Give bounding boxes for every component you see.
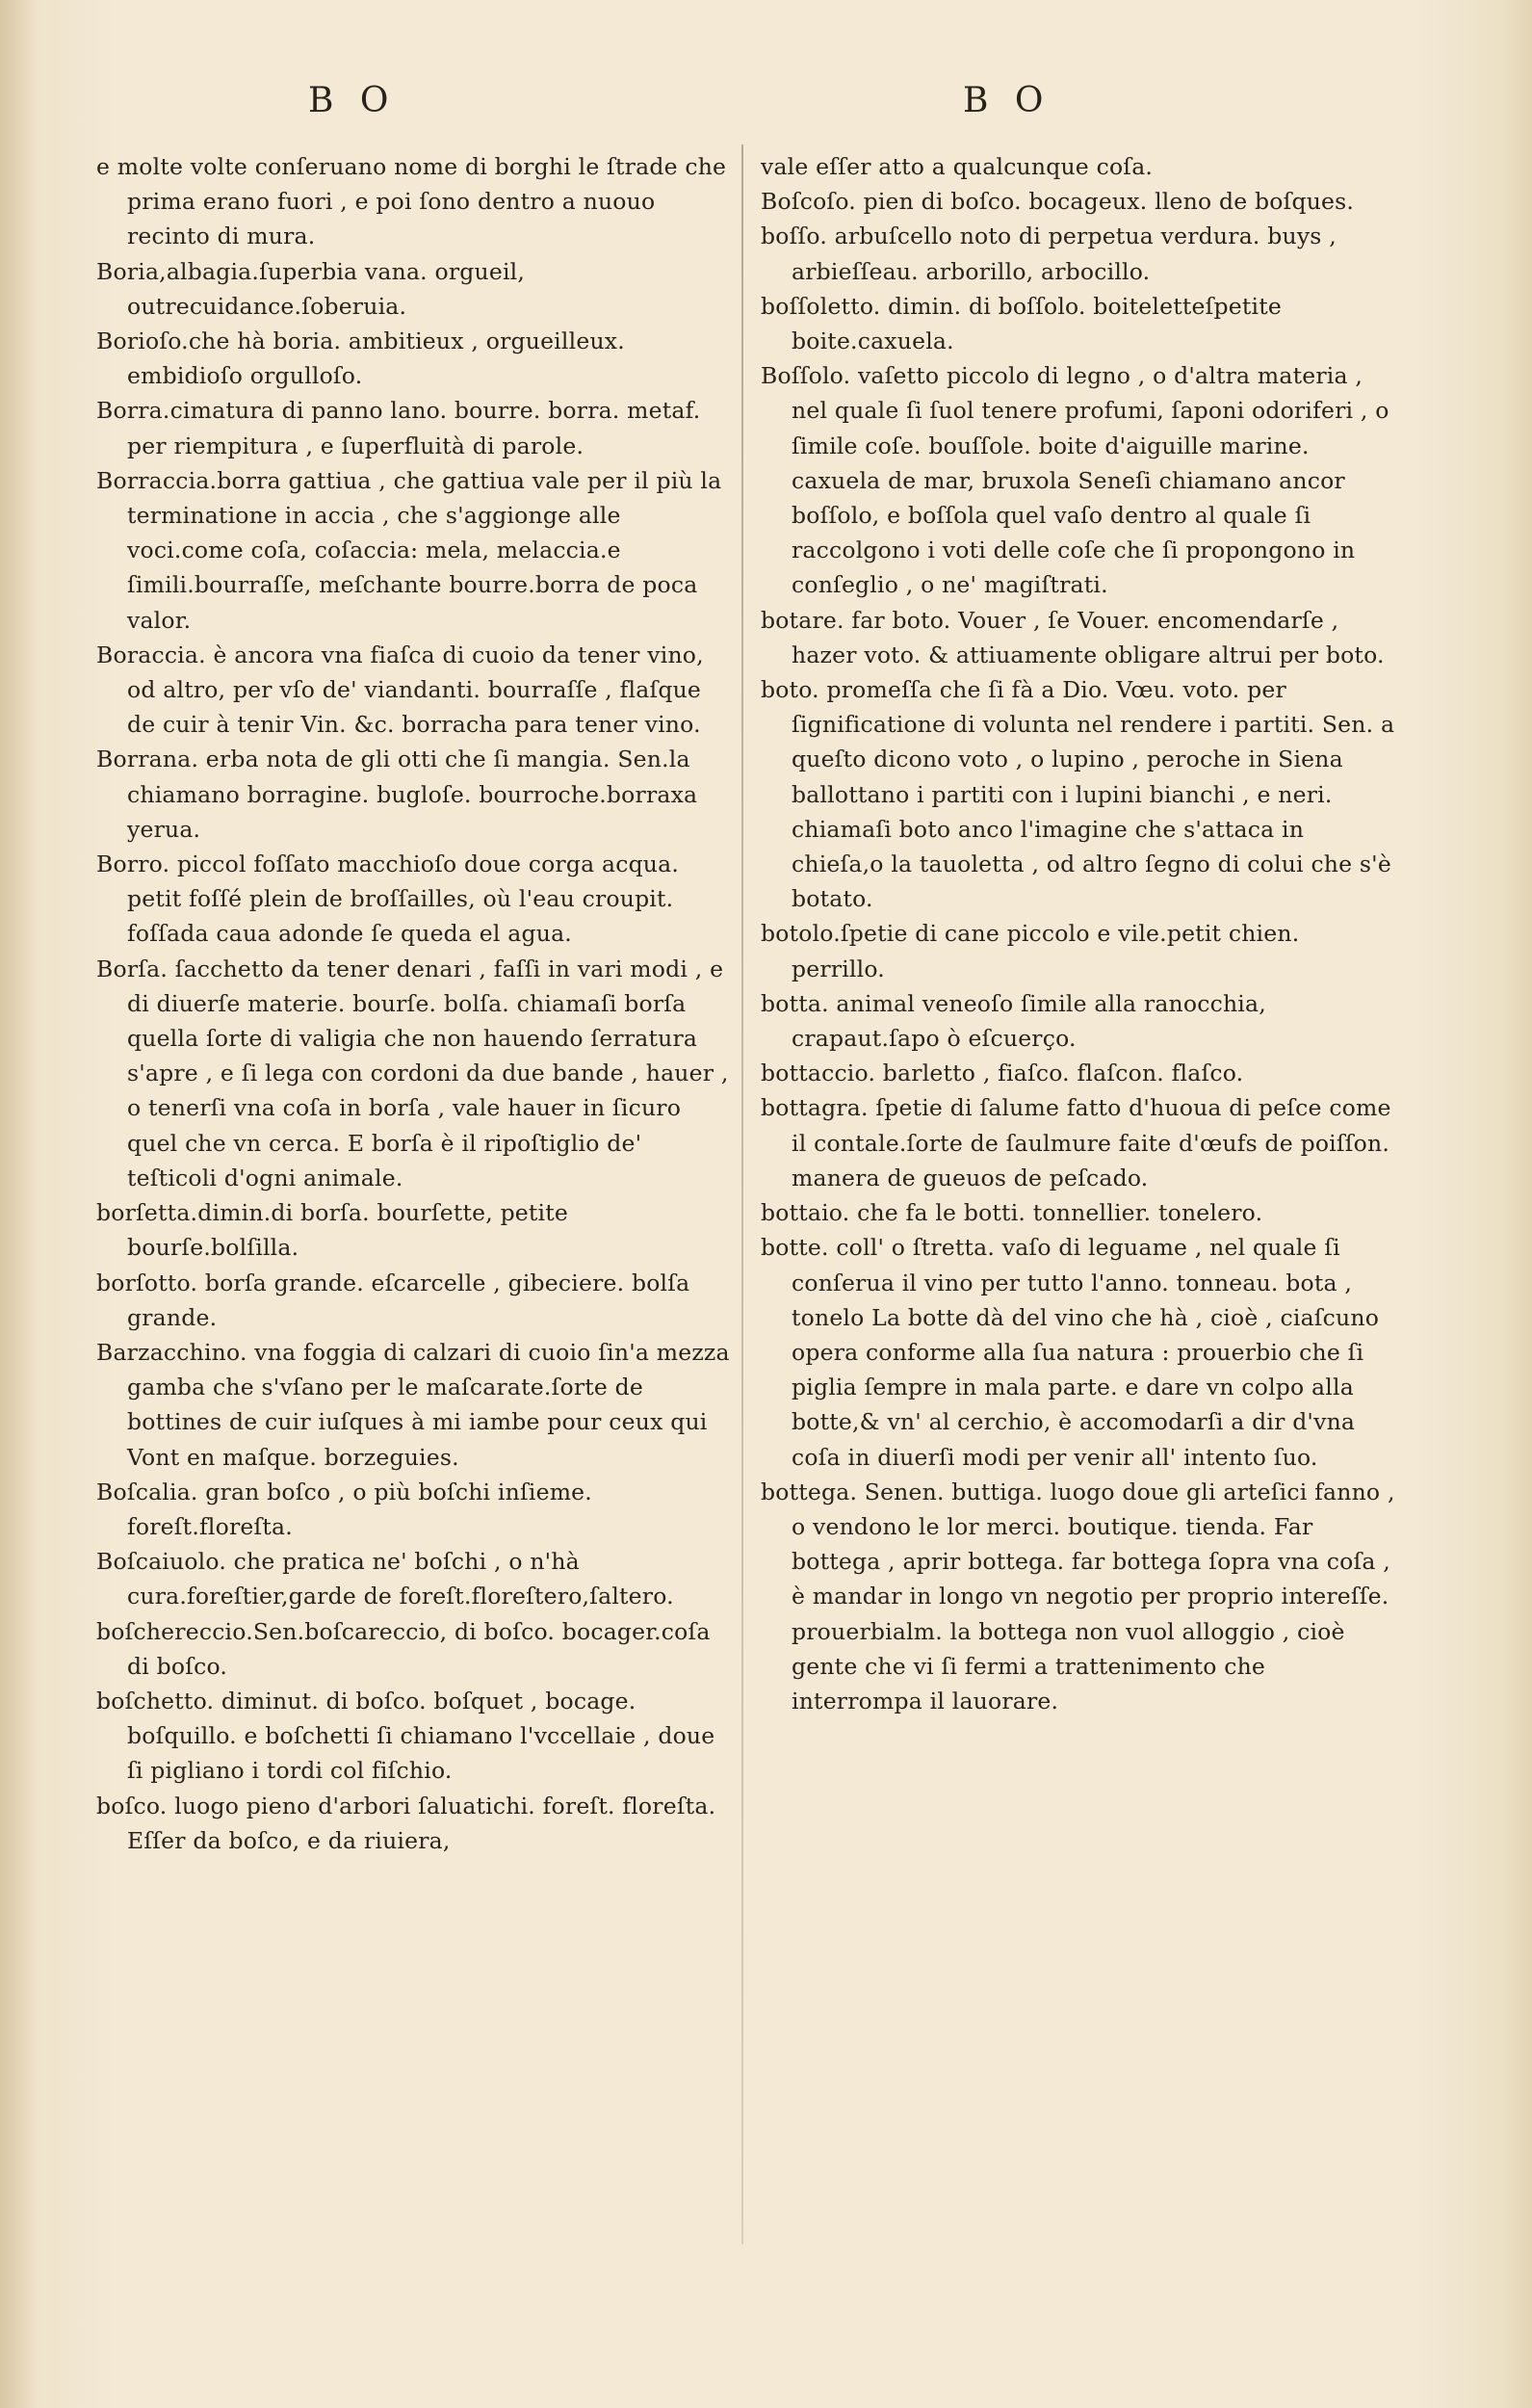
dictionary-entry: Borſa. ſacchetto da tener denari , faſſi in vari modi , e di diuerſe materie. bourſe. bolſa. chiamaſi borſa quella ſorte di valigia che non hauendo ſerratura s'apre , e ſi lega con cordoni da due bande , hauer , o tenerſi vna coſa in borſa , vale hauer in ſicuro quel che vn cerca. E borſa è il ripoſtiglio de' teſticoli d'ogni animale. [96,955,729,1191]
dictionary-entry: Barzacchino. vna foggia di calzari di cuoio ſin'a mezza gamba che s'vſano per le maſcarate.ſorte de bottines de cuir iuſques à mi iambe pour ceux qui Vont en maſque. borzeguies. [96,1338,730,1471]
dictionary-entry: boſchereccio.Sen.boſcareccio, di boſco. bocager.coſa di boſco. [96,1617,711,1680]
dictionary-entry: Boria,albagia.ſuperbia vana. orgueil, outrecuidance.ſoberuia. [96,257,526,320]
dictionary-entry: Borra.cimatura di panno lano. bourre. borra. metaf. per riempitura , e ſuperfluità di parole. [96,397,701,459]
right-entry-list [761,149,1396,1718]
dictionary-entry: boſſo. arbuſcello noto di perpetua verdura. buys , arbieſſeau. arborillo, arbocillo. [761,222,1337,285]
dictionary-entry: botte. coll' o ſtretta. vaſo di leguame , nel quale ſi conſerua il vino per tutto l'anno. tonneau. bota , tonelo La botte dà del vino che hà , cioè , ciaſcuno opera conforme alla ſua natura : prouerbio che ſi piglia ſempre in mala parte. e dare vn colpo alla botte,& vn' al cerchio, è accomodarſi a dir d'vna coſa in diuerſi modi per venir all' intento ſuo. [761,1234,1380,1471]
dictionary-entry: vale eſſer atto a qualcunque coſa. [761,153,1154,180]
dictionary-entry: botolo.ſpetie di cane piccolo e vile.petit chien. perrillo. [761,920,1300,982]
dictionary-entry: botare. far boto. Vouer , ſe Vouer. encomendarſe , hazer voto. & attiuamente obligare altrui per boto. [761,606,1385,668]
left-running-header: B O [308,81,397,120]
dictionary-entry: boſchetto. diminut. di boſco. boſquet , bocage. boſquillo. e boſchetti ſi chiamano l'vccellaie , doue ſi pigliano i tordi col fiſchio. [96,1687,715,1785]
dictionary-entry: bottaccio. barletto , fiaſco. flaſcon. flaſco. [761,1060,1244,1087]
left-column [96,72,732,1858]
dictionary-entry: borſetta.dimin.di borſa. bourſette, petite bourſe.bolſilla. [96,1199,569,1262]
dictionary-entry: Borro. piccol foſſato macchioſo doue corga acqua. petit foſſé plein de broſſailles, où l'eau croupit. foſſada caua adonde ſe queda el agua. [96,851,680,948]
dictionary-entry: Boſcaiuolo. che pratica ne' boſchi , o n'hà cura.foreſtier,garde de foreſt.floreſtero,ſaltero. [96,1548,674,1610]
dictionary-entry: boto. promeſſa che ſi fà a Dio. Vœu. voto. per ſignificatione di volunta nel rendere i partiti. Sen. a queſto dicono voto , o lupino , peroche in Siena ballottano i partiti con i lupini bianchi , e neri. chiamaſi boto anco l'imagine che s'attaca in chieſa,o la tauoletta , od altro ſegno di colui che s'è botato. [761,676,1395,913]
dictionary-entry: boſſoletto. dimin. di boſſolo. boiteletteſpetite boite.caxuela. [761,292,1282,355]
right-running-header: B O [963,81,1052,120]
dictionary-entry: Boraccia. è ancora vna fiaſca di cuoio da tener vino, od altro, per vſo de' viandanti. bourraſſe , flaſque de cuir à tenir Vin. &c. borracha para tener vino. [96,641,704,739]
dictionary-entry: borſotto. borſa grande. eſcarcelle , gibeciere. bolſa grande. [96,1269,690,1331]
dictionary-entry: Borioſo.che hà boria. ambitieux , orgueilleux. embidioſo orgulloſo. [96,327,625,390]
dictionary-entry: Borrana. erba nota de gli otti che ſi mangia. Sen.la chiamano borragine. bugloſe. bourroche.borraxa yerua. [96,746,698,843]
dictionary-entry: bottaio. che fa le botti. tonnellier. tonelero. [761,1199,1263,1227]
dictionary-entry: botta. animal veneoſo ſimile alla ranocchia, crapaut.ſapo ò eſcuerço. [761,989,1266,1053]
dictionary-entry: bottega. Senen. buttiga. luogo doue gli arteſici fanno , o vendono le lor merci. boutique. tienda. Far bottega , aprir bottega. far bottega ſopra vna coſa , è mandar in longo vn negotio per proprio intereſſe. prouerbialm. la bottega non vuol alloggio , cioè gente che vi ſi fermi a trattenimento che interrompa il lauorare. [761,1478,1395,1714]
dictionary-entry: Boſcoſo. pien di boſco. bocageux. lleno de boſques. [761,188,1355,216]
column-divider [741,144,743,2244]
dictionary-entry: bottagra. ſpetie di ſalume fatto d'huoua di peſce come il contale.ſorte de ſaulmure faite d'œufs de poiſſon. manera de gueuos de peſcado. [761,1094,1391,1191]
dictionary-entry: boſco. luogo pieno d'arbori ſaluatichi. foreſt. floreſta. Eſſer da boſco, e da riuiera, [96,1792,716,1854]
dictionary-entry: Boſcalia. gran boſco , o più boſchi inſieme. foreſt.floreſta. [96,1478,592,1540]
right-column [761,72,1396,1718]
dictionary-entry: e molte volte conſeruano nome di borghi le ſtrade che prima erano fuori , e poi ſono dentro a nuouo recinto di mura. [96,153,727,250]
left-entry-list [96,149,732,1858]
dictionary-entry: Boſſolo. vaſetto piccolo di legno , o d'altra materia , nel quale ſi ſuol tenere profumi, ſaponi odoriferi , o ſimile coſe. bouſſole. boite d'aiguille marine. caxuela de mar, bruxola Seneſi chiamano ancor boſſolo, e boſſola quel vaſo dentro al quale ſi raccolgono i voti delle coſe che ſi propongono in conſeglio , o ne' magiſtrati. [761,362,1389,599]
dictionary-entry: Borraccia.borra gattiua , che gattiua vale per il più la terminatione in accia , che s'aggionge alle voci.come coſa, coſaccia: mela, melaccia.e ſimili.bourraſſe, meſchante bourre.borra de poca valor. [96,466,722,634]
